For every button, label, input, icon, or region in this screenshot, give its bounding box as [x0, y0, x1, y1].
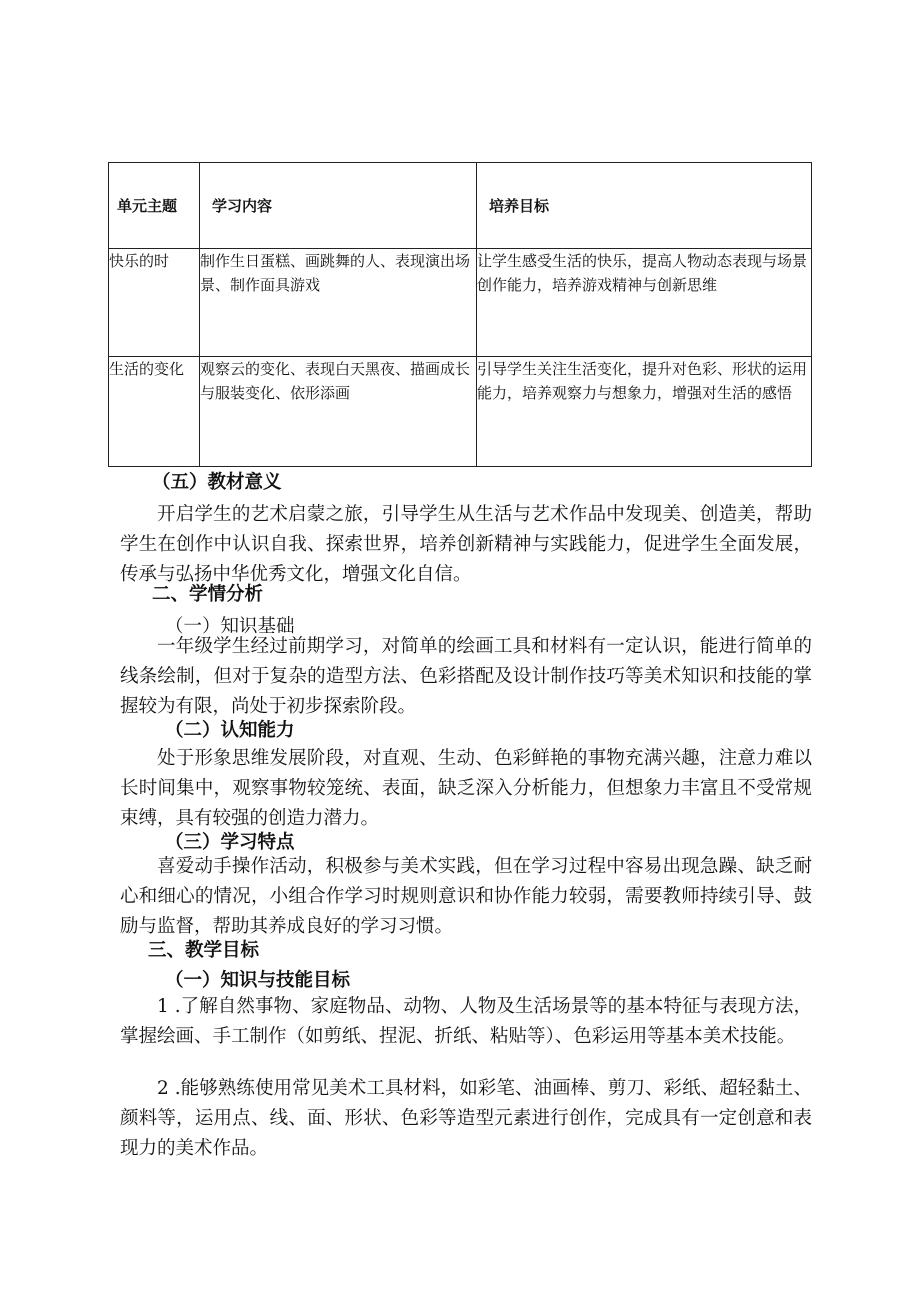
header-unit-theme: 单元主题: [109, 163, 200, 249]
paragraph-knowledge-base: 一年级学生经过前期学习，对简单的绘画工具和材料有一定认识，能进行简单的线条绘制，但对于复杂的造型方法、色彩搭配及设计制作技巧等美术知识和技能的掌握较为有限，尚处于初步探索阶段。: [120, 636, 812, 717]
table-header-row: [109, 163, 812, 249]
subheading-knowledge-base: （一）知识基础: [165, 616, 295, 637]
cell-content: 制作生日蛋糕、画跳舞的人、表现演出场景、制作面具游戏: [200, 249, 477, 357]
cell-theme: 快乐的时: [109, 249, 200, 357]
paragraph-textbook-significance: 开启学生的艺术启蒙之旅，引导学生从生活与艺术作品中发现美、创造美，帮助学生在创作中认识自我、探索世界，培养创新精神与实践能力，促进学生全面发展，传承与弘扬中华优秀文化，增强文化自信。: [120, 504, 812, 585]
section-heading-teaching-goals: 三、教学目标: [148, 940, 260, 961]
goal-item-1: 1 .了解自然事物、家庭物品、动物、人物及生活场景等的基本特征与表现方法，掌握绘画、手工制作（如剪纸、捏泥、折纸、粘贴等）、色彩运用等基本美术技能。: [120, 996, 812, 1047]
header-learning-content: 学习内容: [200, 163, 477, 249]
table-row: [109, 357, 812, 467]
cell-content: 观察云的变化、表现白天黑夜、描画成长与服装变化、依形添画: [200, 357, 477, 467]
paragraph-learning-traits: 喜爱动手操作活动，积极参与美术实践，但在学习过程中容易出现急躁、缺乏耐心和细心的情况，小组合作学习时规则意识和协作能力较弱，需要教师持续引导、鼓励与监督，帮助其养成良好的学习习惯。: [120, 856, 812, 937]
goal-item-2: 2 .能够熟练使用常见美术工具材料，如彩笔、油画棒、剪刀、彩纸、超轻黏土、颜料等，运用点、线、面、形状、色彩等造型元素进行创作，完成具有一定创意和表现力的美术作品。: [120, 1078, 812, 1159]
paragraph-cognitive-ability: 处于形象思维发展阶段，对直观、生动、色彩鲜艳的事物充满兴趣，注意力难以长时间集中，观察事物较笼统、表面，缺乏深入分析能力，但想象力丰富且不受常规束缚，具有较强的创造力潜力。: [120, 748, 812, 829]
cell-goal: 让学生感受生活的快乐，提高人物动态表现与场景创作能力，培养游戏精神与创新思维: [477, 249, 812, 357]
section-heading-learner-analysis: 二、学情分析: [152, 584, 264, 605]
header-training-goal: 培养目标: [477, 163, 812, 249]
subheading-learning-traits: （三）学习特点: [165, 832, 295, 853]
cell-theme: 生活的变化: [109, 357, 200, 467]
unit-theme-table: [108, 162, 812, 467]
section-heading-textbook-significance: （五）教材意义: [152, 472, 282, 493]
subheading-knowledge-skill-goals: （一）知识与技能目标: [165, 970, 351, 991]
cell-goal: 引导学生关注生活变化，提升对色彩、形状的运用能力，培养观察力与想象力，增强对生活的感悟: [477, 357, 812, 467]
table-row: [109, 249, 812, 357]
subheading-cognitive-ability: （二）认知能力: [165, 720, 295, 741]
